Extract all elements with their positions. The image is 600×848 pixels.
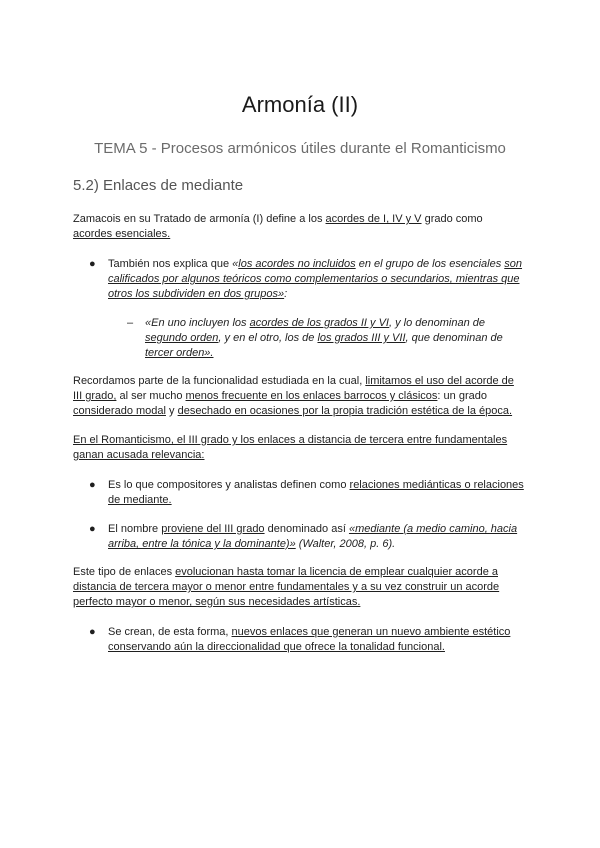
italic-underlined-text: son calificados por algunos teóricos como complementarios o secundarios, mientras que otros los subdividen en dos grupos» [108, 258, 523, 300]
text: También nos explica que [108, 258, 233, 270]
bullet-icon: ● [89, 523, 96, 535]
text: Es lo que compositores y analistas definen como [108, 479, 350, 491]
underlined-text: acordes esenciales. [73, 228, 171, 240]
text: Zamacois en su Tratado de armonía (I) define a los [73, 213, 326, 225]
text: El nombre [108, 523, 162, 535]
dash-icon: – [127, 317, 134, 329]
text: Este tipo de enlaces [73, 566, 176, 578]
text: al ser mucho [116, 390, 186, 402]
paragraph-1 [73, 212, 523, 242]
underlined-text: nuevos enlaces que generan un nuevo ambiente estético conservando aún la direccionalidad que ofrece la tonalidad funcional. [108, 626, 511, 653]
underlined-text: menos frecuente en los enlaces barrocos y clásicos [185, 390, 438, 402]
italic-text: en el grupo de los esenciales [355, 258, 505, 270]
italic-text: « [232, 258, 239, 270]
italic-text: , que denominan de [405, 332, 503, 344]
italic-underlined-text: «mediante (a medio camino, hacia arriba, entre la tónica y la dominante)» [108, 523, 518, 550]
italic-underlined-text: tercer orden». [145, 347, 214, 359]
paragraph-3 [73, 433, 523, 463]
bullet-item-4 [108, 625, 526, 655]
italic-text: : [284, 288, 288, 300]
text: denominado así [264, 523, 349, 535]
paragraph-2 [73, 374, 523, 419]
italic-text: , y en el otro, los de [218, 332, 318, 344]
bullet-icon: ● [89, 479, 96, 491]
italic-underlined-text: los acordes no incluidos [238, 258, 356, 270]
page-subtitle: TEMA 5 - Procesos armónicos útiles durante el Romanticismo [94, 140, 506, 157]
underlined-text: evolucionan hasta tomar la licencia de emplear cualquier acorde a distancia de tercera mayor o menor entre fundamentales y a su vez construir un acorde perfecto mayor o menor, según sus necesidades artísticas. [73, 566, 500, 608]
bullet-item-2 [108, 478, 526, 508]
italic-underlined-text: los grados III y VII [317, 332, 406, 344]
underlined-text: desechado en ocasiones por la propia tradición estética de la época. [177, 405, 513, 417]
text: y [165, 405, 178, 417]
text: Se crean, de esta forma, [108, 626, 232, 638]
paragraph-4 [73, 565, 523, 610]
underlined-text: proviene del III grado [161, 523, 265, 535]
text: : un grado [437, 390, 487, 402]
underlined-text: acordes de I, IV y V [325, 213, 422, 225]
italic-text: (Walter, 2008, p. 6). [295, 538, 396, 550]
italic-text: , y lo denominan de [389, 317, 486, 329]
bullet-icon: ● [89, 626, 96, 638]
underlined-text: limitamos el uso del acorde de III grado, [73, 375, 514, 402]
text: grado como [421, 213, 483, 225]
section-heading: 5.2) Enlaces de mediante [73, 177, 244, 194]
italic-text: «En uno incluyen los [145, 317, 250, 329]
text: Recordamos parte de la funcionalidad estudiada en la cual, [73, 375, 366, 387]
page-title: Armonía (II) [241, 92, 359, 117]
underlined-text: considerado modal [73, 405, 166, 417]
bullet-icon: ● [89, 258, 96, 270]
italic-underlined-text: segundo orden [145, 332, 219, 344]
bullet-item-1 [108, 257, 526, 302]
underlined-text: En el Romanticismo, el III grado y los enlaces a distancia de tercera entre fundamentales ganan acusada relevancia: [73, 434, 508, 461]
italic-underlined-text: acordes de los grados II y VI [249, 317, 389, 329]
bullet-item-3 [108, 522, 526, 552]
quote-item [145, 316, 525, 361]
underlined-text: relaciones mediánticas o relaciones de mediante. [108, 479, 524, 506]
